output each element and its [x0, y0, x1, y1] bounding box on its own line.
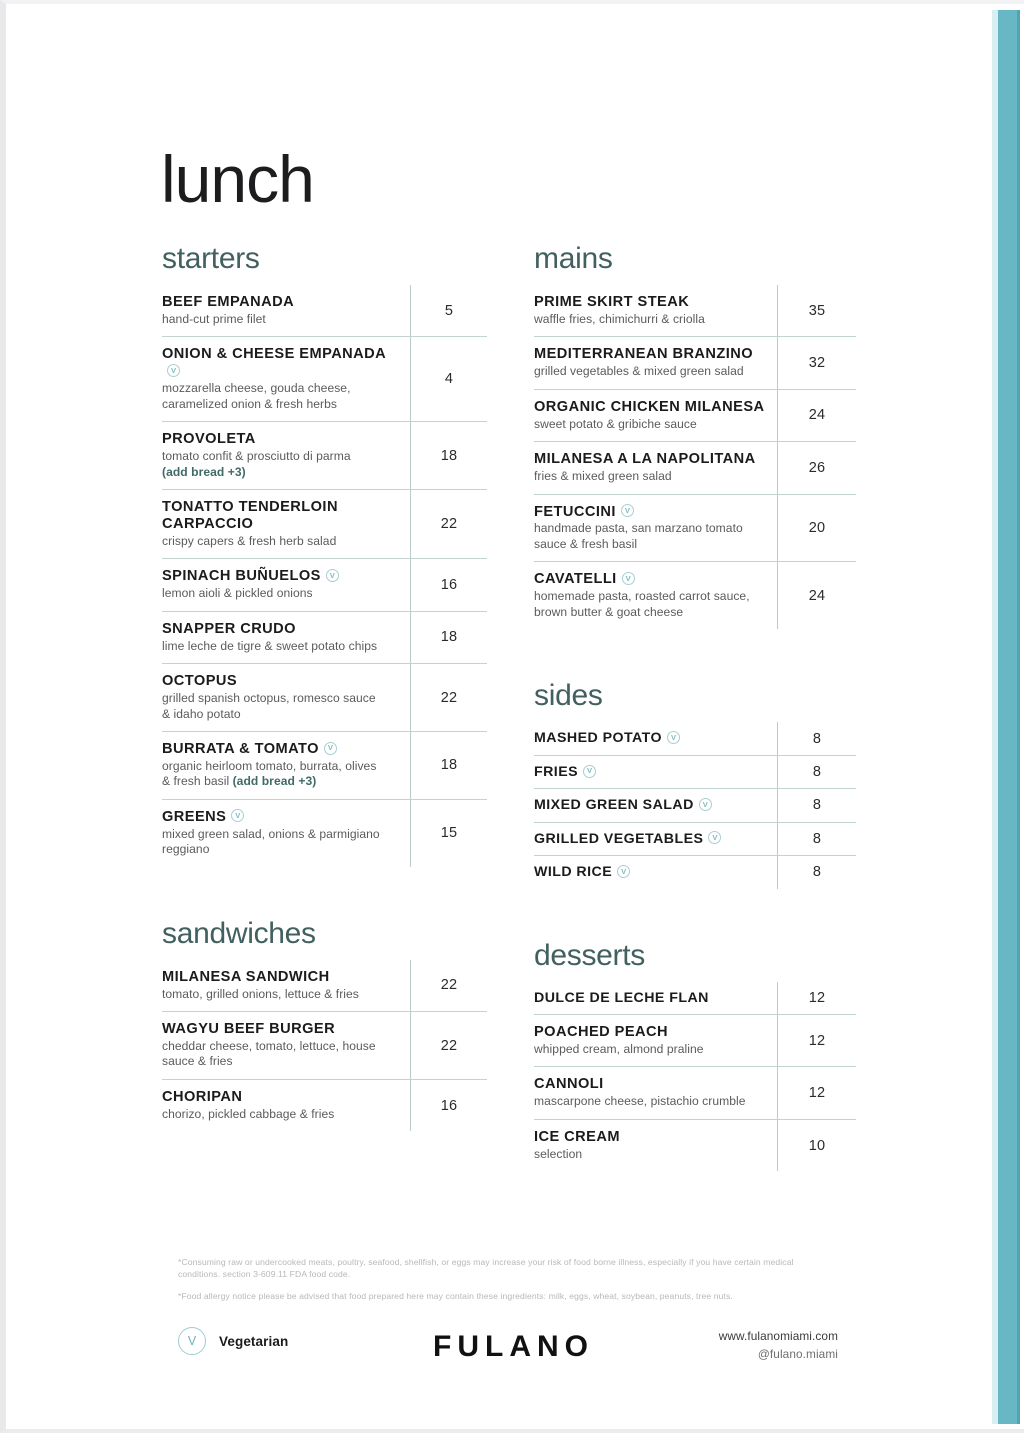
menu-item-info: [534, 390, 778, 441]
menu-item-row: [534, 285, 856, 336]
menu-item-info: [534, 442, 778, 493]
menu-item-description: grilled vegetables & mixed green salad: [534, 364, 744, 379]
menu-item-info: [534, 495, 778, 562]
menu-item-name: WILD RICE V: [534, 864, 768, 880]
menu-item-description: waffle fries, chimichurri & criolla: [534, 311, 705, 326]
vegetarian-icon: V: [617, 865, 630, 878]
menu-item-row: [534, 561, 856, 629]
footer-legal: [178, 1256, 838, 1303]
menu-item-description: hand-cut prime filet: [162, 311, 266, 326]
column-right: [534, 244, 856, 1171]
menu-item-name: SPINACH BUÑUELOS V: [162, 568, 401, 585]
menu-item-row: [534, 1119, 856, 1171]
vegetarian-icon: V: [699, 798, 712, 811]
section-items-mains: [534, 285, 856, 629]
legal-notice-allergy: *Food allergy notice please be advised that food prepared here may contain these ingredients: milk, eggs, wheat, soybean, peanuts, tree nuts.: [178, 1291, 733, 1302]
menu-item-row: [162, 336, 487, 421]
menu-item-price: 22: [440, 1037, 458, 1054]
menu-item-info: [162, 285, 411, 336]
menu-item-price: 18: [440, 757, 458, 774]
section-items-desserts: [534, 982, 856, 1172]
menu-item-name: MILANESA SANDWICH: [162, 968, 330, 985]
vegetarian-icon: V: [167, 364, 180, 377]
menu-item-price: 24: [808, 407, 826, 424]
menu-item-info: [162, 800, 411, 867]
menu-item-row: [162, 285, 487, 336]
menu-item-price: 20: [808, 519, 826, 536]
menu-item-description: selection: [534, 1146, 583, 1161]
menu-item-row: [534, 494, 856, 562]
menu-item-price: 22: [440, 977, 458, 994]
footer-bar: [178, 1322, 838, 1370]
menu-item-description: mixed green salad, onions & parmigiano reggiano: [162, 826, 380, 857]
menu-item-price: 12: [808, 1032, 826, 1049]
menu-item-row: [162, 1011, 487, 1079]
menu-item-info: [162, 732, 411, 799]
menu-item-description: tomato, grilled onions, lettuce & fries: [162, 986, 359, 1001]
vegetarian-icon: V: [667, 731, 680, 744]
menu-item-name: FETUCCINI V: [534, 504, 768, 521]
menu-item-row: [534, 982, 856, 1014]
menu-item-info: [534, 1120, 778, 1171]
website-url[interactable]: www.fulanomiami.com: [718, 1329, 838, 1343]
menu-item-price: 8: [812, 763, 822, 780]
menu-item-row: [534, 788, 856, 821]
menu-item-row: [162, 489, 487, 558]
menu-item-name: CAVATELLI V: [534, 571, 768, 588]
vegetarian-icon: V: [231, 809, 244, 822]
vegetarian-legend: [178, 1327, 288, 1355]
menu-item-price: 12: [808, 1085, 826, 1102]
section-items-sides: [534, 722, 856, 888]
menu-item-info: [162, 490, 411, 558]
menu-item-row: [162, 663, 487, 731]
menu-item-row: [534, 1066, 856, 1118]
menu-item-description: tomato confit & prosciutto di parma (add bread +3): [162, 449, 351, 479]
menu-item-name: BURRATA & TOMATO V: [162, 741, 401, 758]
menu-item-info: [534, 789, 778, 821]
menu-sheet: [6, 4, 992, 1429]
menu-item-name: DULCE DE LECHE FLAN: [534, 989, 709, 1006]
menu-item-info: [534, 1015, 778, 1066]
menu-item-row: [162, 611, 487, 663]
menu-item-row: [162, 421, 487, 489]
menu-item-description: lime leche de tigre & sweet potato chips: [162, 638, 378, 653]
menu-item-row: [534, 441, 856, 493]
menu-item-name: GREENS V: [162, 809, 401, 826]
menu-item-description: homemade pasta, roasted carrot sauce, brown butter & goat cheese: [534, 589, 750, 619]
menu-item-info: [162, 422, 411, 489]
menu-item-description: handmade pasta, san marzano tomato sauce & fresh basil: [534, 521, 743, 551]
menu-item-row: [534, 336, 856, 388]
menu-item-name: MILANESA A LA NAPOLITANA: [534, 451, 756, 468]
section-heading-sides: sides: [534, 679, 603, 713]
menu-item-price: 12: [808, 989, 826, 1006]
contact-info: [719, 1328, 838, 1363]
menu-item-description: grilled spanish octopus, romesco sauce & idaho potato: [162, 691, 376, 721]
menu-item-row: [162, 558, 487, 610]
menu-item-row: [534, 722, 856, 754]
menu-item-price: 32: [808, 355, 826, 372]
menu-item-description: chorizo, pickled cabbage & fries: [162, 1106, 335, 1121]
menu-item-name: PROVOLETA: [162, 431, 256, 448]
menu-item-price: 16: [440, 577, 458, 594]
menu-item-info: [534, 285, 778, 336]
vegetarian-legend-label: Vegetarian: [219, 1333, 289, 1349]
menu-item-info: [534, 856, 778, 888]
vegetarian-icon: V: [621, 504, 634, 517]
menu-item-info: [534, 823, 778, 855]
menu-item-description: fries & mixed green salad: [534, 469, 672, 484]
menu-item-info: [534, 982, 778, 1014]
menu-item-info: [162, 559, 411, 610]
vegetarian-icon: V: [622, 572, 635, 585]
menu-item-name: PRIME SKIRT STEAK: [534, 294, 690, 310]
menu-item-name: FRIES V: [534, 764, 768, 780]
menu-item-price: 15: [440, 825, 458, 842]
legal-notice-raw-food: *Consuming raw or undercooked meats, poultry, seafood, shellfish, or eggs may increase your risk of food borne illness, especially if you have certain medical conditions. section 3-609.11 FDA food code.: [178, 1257, 794, 1280]
menu-item-description: whipped cream, almond praline: [534, 1042, 704, 1057]
menu-item-name: OCTOPUS: [162, 673, 238, 690]
menu-item-description: lemon aioli & pickled onions: [162, 586, 313, 601]
section-items-starters: [162, 285, 487, 867]
menu-item-name: BEEF EMPANADA: [162, 294, 295, 310]
vegetarian-icon: V: [326, 569, 339, 582]
menu-item-price: 4: [444, 371, 454, 388]
menu-item-name: MIXED GREEN SALAD V: [534, 797, 768, 813]
menu-item-price: 8: [812, 797, 822, 814]
menu-item-row: [162, 1079, 487, 1131]
menu-item-name: POACHED PEACH: [534, 1024, 668, 1041]
menu-item-info: [534, 1067, 778, 1118]
menu-item-row: [162, 799, 487, 867]
menu-item-row: [534, 755, 856, 788]
menu-item-name: TONATTO TENDERLOIN CARPACCIO: [162, 499, 338, 532]
menu-item-name: CHORIPAN: [162, 1088, 243, 1105]
menu-item-price: 22: [440, 689, 458, 706]
menu-item-price: 22: [440, 516, 458, 533]
menu-item-description: sweet potato & gribiche sauce: [534, 416, 697, 431]
column-left: [162, 244, 487, 1131]
vegetarian-icon: V: [324, 742, 337, 755]
menu-item-name: SNAPPER CRUDO: [162, 620, 296, 637]
menu-item-info: [162, 664, 411, 731]
menu-item-description: mozzarella cheese, gouda cheese, caramelized onion & fresh herbs: [162, 381, 351, 411]
menu-item-name: ONION & CHEESE EMPANADAV: [162, 346, 401, 380]
menu-item-description: crispy capers & fresh herb salad: [162, 533, 337, 548]
menu-item-price: 10: [808, 1137, 826, 1154]
menu-item-info: [162, 1080, 411, 1131]
menu-item-row: [534, 855, 856, 888]
menu-item-addon: (add bread +3): [232, 774, 317, 789]
menu-item-description: mascarpone cheese, pistachio crumble: [534, 1094, 746, 1109]
menu-item-price: 18: [440, 629, 458, 646]
menu-item-name: MEDITERRANEAN BRANZINO: [534, 346, 754, 363]
brand-logo: FULANO: [433, 1330, 594, 1363]
menu-item-row: [534, 822, 856, 855]
page-title: lunch: [161, 142, 314, 216]
menu-item-description: organic heirloom tomato, burrata, olives & fresh basil (add bread +3): [162, 758, 377, 789]
menu-item-price: 35: [808, 302, 826, 319]
menu-item-info: [534, 722, 778, 754]
edge-accent-bar: [998, 10, 1020, 1424]
menu-item-info: [534, 562, 778, 629]
menu-item-info: [162, 612, 411, 663]
menu-item-name: WAGYU BEEF BURGER: [162, 1021, 336, 1038]
menu-item-price: 16: [440, 1097, 458, 1114]
menu-item-price: 8: [812, 864, 822, 881]
section-heading-mains: mains: [534, 242, 613, 275]
menu-item-info: [534, 756, 778, 788]
section-heading-desserts: desserts: [534, 938, 645, 972]
menu-item-name: ICE CREAM: [534, 1128, 620, 1145]
menu-item-info: [534, 337, 778, 388]
menu-item-addon: (add bread +3): [162, 464, 246, 479]
section-items-sandwiches: [162, 960, 487, 1132]
menu-item-name: ORGANIC CHICKEN MILANESA: [534, 398, 765, 415]
section-heading-starters: starters: [162, 242, 260, 275]
menu-item-row: [534, 1014, 856, 1066]
vegetarian-icon: V: [583, 765, 596, 778]
section-heading-sandwiches: sandwiches: [162, 916, 316, 950]
menu-item-info: [162, 1012, 411, 1079]
menu-item-price: 18: [440, 447, 458, 464]
menu-item-price: 8: [812, 730, 822, 747]
menu-item-price: 26: [808, 459, 826, 476]
menu-item-name: CANNOLI: [534, 1076, 604, 1093]
menu-item-price: 24: [808, 587, 826, 604]
vegetarian-icon: V: [708, 831, 721, 844]
menu-item-row: [534, 389, 856, 441]
menu-item-info: [162, 960, 411, 1011]
menu-item-row: [162, 960, 487, 1011]
menu-item-row: [162, 731, 487, 799]
menu-item-price: 8: [812, 830, 822, 847]
social-handle[interactable]: @fulano.miami: [757, 1346, 838, 1361]
vegetarian-icon: V: [178, 1327, 206, 1355]
menu-item-description: cheddar cheese, tomato, lettuce, house sauce & fries: [162, 1039, 376, 1069]
menu-item-name: GRILLED VEGETABLES V: [534, 831, 768, 847]
menu-item-price: 5: [444, 302, 454, 319]
menu-item-info: [162, 337, 411, 421]
menu-item-name: MASHED POTATO V: [534, 730, 768, 746]
